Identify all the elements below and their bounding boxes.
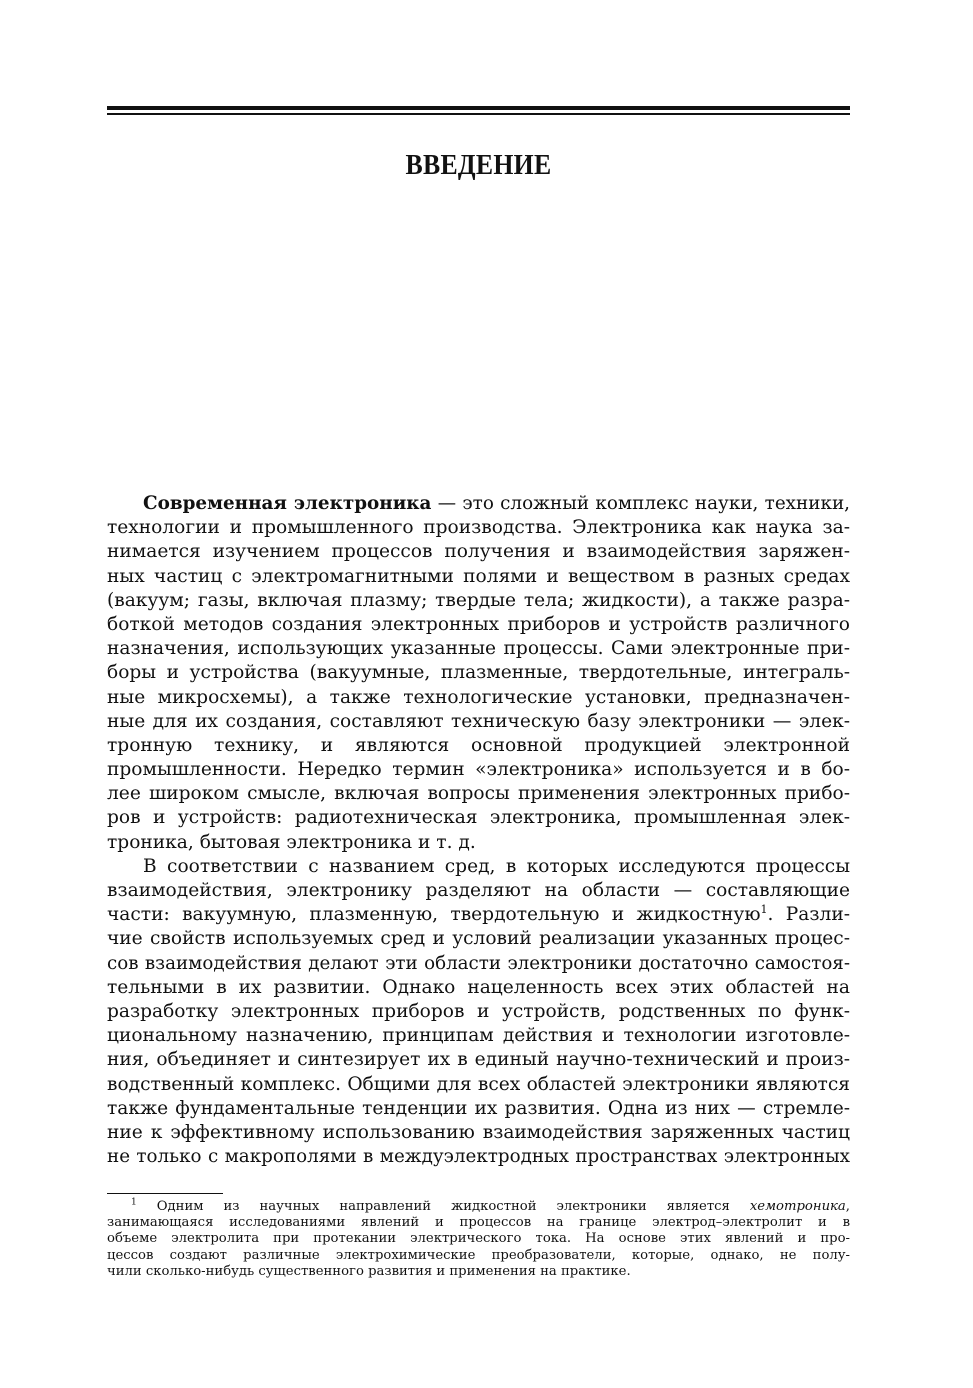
paragraph-2-line: водственный комплекс. Общими для всех областей электроники являются: [107, 1073, 850, 1095]
footnote-term: хемотроника: [749, 1199, 846, 1214]
paragraph-1-line: боры и устройства (вакуумные, плазменные, твердотельные, интеграль-: [107, 662, 850, 684]
lead-term: Современная электроника: [143, 493, 432, 514]
footnote-reference[interactable]: 1: [760, 903, 768, 916]
paragraph-1-line: технологии и промышленного производства. Электроника как наука за-: [107, 517, 850, 539]
paragraph-1-line: назначения, использующих указанные процессы. Сами электронные при-: [107, 638, 850, 660]
header-rule-thin: [107, 113, 850, 115]
paragraph-1-line: боткой методов создания электронных приборов и устройств различного: [107, 613, 850, 635]
paragraph-2-line: разработку электронных приборов и устройств, родственных по функ-: [107, 1000, 850, 1022]
paragraph-1-text: — это сложный комплекс науки, техники,: [431, 493, 850, 514]
paragraph-2-line: [107, 903, 850, 927]
paragraph-2-text: . Разли-: [767, 904, 851, 926]
paragraph-2-line: ние к эффективному использованию взаимодействия заряженных частиц: [107, 1121, 850, 1143]
paragraph-2-text: части: вакуумную, плазменную, твердотельную и жидкостную: [107, 904, 761, 926]
paragraph-1-line: ных частиц с электромагнитными полями и веществом в разных средах: [107, 565, 850, 587]
paragraph-1-line: ные микросхемы), а также технологические установки, предназначен-: [107, 686, 850, 708]
footnote-line: [107, 1199, 850, 1215]
footnote-separator: [107, 1193, 223, 1194]
paragraph-2-line: ния, объединяет и синтезирует их в единый научно-технический и произ-: [107, 1049, 850, 1071]
paragraph-2-line: циональному назначению, принципам действия и технологии изготовле-: [107, 1025, 850, 1047]
paragraph-1-line: тронную технику, и являются основной продукцией электронной: [107, 734, 850, 756]
paragraph-2-line: тельными в их развитии. Однако нацеленность всех этих областей на: [107, 976, 850, 998]
paragraph-2-line: также фундаментальные тенденции их развития. Одна из них — стремле-: [107, 1097, 850, 1119]
paragraph-2-line: сов взаимодействия делают эти области электроники достаточно самостоя-: [107, 952, 850, 974]
header-rule-thick: [107, 106, 850, 110]
footnote-text: ,: [845, 1199, 850, 1214]
footnote: [107, 1199, 850, 1280]
paragraph-2-line: взаимодействия, электронику разделяют на области — составляющие: [107, 880, 850, 901]
paragraph-1-line: (вакуум; газы, включая плазму; твердые тела; жидкости), а также разра-: [107, 589, 850, 611]
footnote-line: объеме электролита при протекании электрического тока. На основе этих явлений и про-: [107, 1231, 850, 1247]
paragraph-1-line: лее широком смысле, включая вопросы применения электронных прибо-: [107, 783, 850, 805]
paragraph-2-line: чие свойств используемых сред и условий реализации указанных процес-: [107, 928, 850, 950]
footnote-mark: 1: [131, 1197, 137, 1208]
paragraph-1-line: [107, 492, 850, 516]
body-text: [107, 492, 850, 1169]
footnote-line: занимающаяся исследованиями явлений и процессов на границе электрод–электролит и в: [107, 1215, 850, 1231]
paragraph-2-line: не только с макрополями в междуэлектродных пространствах электронных: [107, 1146, 850, 1168]
paragraph-1-line: троника, бытовая электроника и т. д.: [107, 831, 476, 853]
chapter-title: ВВЕДЕНИЕ: [405, 150, 552, 181]
footnote-line: чили сколько-нибудь существенного развития и применения на практике.: [107, 1263, 631, 1279]
footnote-text: Одним из научных направлений жидкостной электроники является: [136, 1199, 750, 1214]
paragraph-2-line: В соответствии с названием сред, в которых исследуются процессы: [143, 855, 850, 877]
paragraph-1-line: нимается изучением процессов получения и взаимодействия заряжен-: [107, 541, 850, 563]
paragraph-1-line: промышленности. Нередко термин «электроника» используется и в бо-: [107, 759, 850, 781]
footnote-line: цессов создают различные электрохимические преобразователи, которые, однако, не полу-: [107, 1247, 850, 1263]
paragraph-1-line: ные для их создания, составляют техническую базу электроники — элек-: [107, 710, 850, 732]
paragraph-1-line: ров и устройств: радиотехническая электроника, промышленная элек-: [107, 807, 850, 829]
